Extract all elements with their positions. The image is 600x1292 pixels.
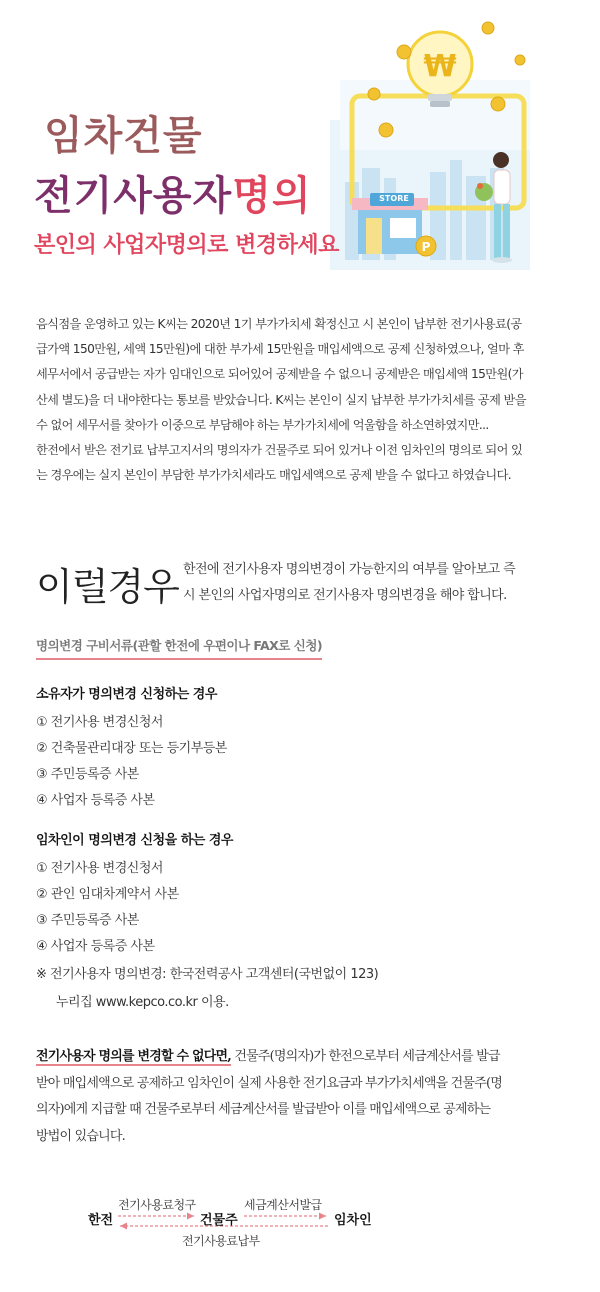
owner-doc-item: ① 전기사용 변경신청서: [36, 715, 163, 730]
hero-title-line2: [34, 164, 311, 221]
intro-line: 세무서에서 공급받는 자가 임대인으로 되어있어 공제받을 수 없으니 공제받은 매입세액 15만원(가: [36, 367, 523, 382]
hero-title-line1: 임차건물: [44, 113, 203, 159]
website-note: 누리집 www.kepco.co.kr 이용.: [56, 995, 229, 1010]
case-line1: 한전에 전기사용자 명의변경이 가능한지의 여부를 알아보고 즉: [183, 562, 516, 577]
flow-node-owner: 건물주: [200, 1213, 238, 1228]
owner-section-title: 소유자가 명의변경 신청하는 경우: [36, 687, 217, 702]
hero-banner: [0, 0, 600, 290]
svg-text:P: P: [421, 240, 431, 254]
closing-line1: [36, 1044, 568, 1071]
owner-doc-item: ② 건축물관리대장 또는 등기부등본: [36, 741, 227, 756]
closing-paragraph: [36, 1044, 568, 1150]
case-line2: 시 본인의 사업자명의로 전기사용자 명의변경을 해야 합니다.: [183, 588, 507, 603]
contact-note: ※ 전기사용자 명의변경: 한국전력공사 고객센터(국번없이 123): [36, 967, 379, 982]
tenant-section-title: 임차인이 명의변경 신청을 하는 경우: [36, 833, 233, 848]
intro-line: 한전에서 받은 전기료 납부고지서의 명의자가 건물주로 되어 있거나 이전 임차인의 명의로 되어 있: [36, 443, 523, 458]
tenant-doc-item: ③ 주민등록증 사본: [36, 913, 139, 928]
closing-line3: 의자)에게 지급할 때 건물주로부터 세금계산서를 발급받아 이를 매입세액으로 공제하는: [36, 1102, 491, 1117]
intro-line: 음식점을 운영하고 있는 K씨는 2020년 1기 부가가치세 확정신고 시 본인이 납부한 전기사용료(공: [36, 317, 522, 331]
owner-doc-item: ④ 사업자 등록증 사본: [36, 793, 155, 808]
flow-label-billing: 전기사용료청구: [118, 1198, 196, 1212]
closing-emphasis: 전기사용자 명의를 변경할 수 없다면,: [36, 1049, 231, 1064]
closing-line1-rest: 건물주(명의자)가 한전으로부터 세금계산서를 발급: [231, 1049, 500, 1064]
tenant-doc-item: ① 전기사용 변경신청서: [36, 861, 163, 876]
closing-line2: 받아 매입세액으로 공제하고 임차인이 실제 사용한 전기요금과 부가가치세액을 건물주(명: [36, 1075, 502, 1091]
intro-paragraph: [36, 312, 568, 488]
store-sign: STORE: [379, 194, 409, 203]
owner-doc-item: ③ 주민등록증 사본: [36, 767, 139, 782]
flow-node-kepco: 한전: [88, 1213, 114, 1228]
flow-label-payment: 전기사용료납부: [182, 1234, 260, 1248]
docs-title: 명의변경 구비서류(관할 한전에 우편이나 FAX로 신청): [36, 636, 322, 660]
tenant-doc-item: ② 관인 임대차계약서 사본: [36, 887, 179, 902]
svg-text:₩: ₩: [423, 49, 457, 84]
intro-line: 급가액 150만원, 세액 15만원)에 대한 부가세 15만원을 매입세액으로 공제 신청하였으나, 얼마 후: [36, 342, 524, 357]
hero-subtitle: 본인의 사업자명의로 변경하세요: [34, 233, 339, 258]
intro-line: 는 경우에는 실지 본인이 부담한 부가가치세라도 매입세액으로 공제 받을 수 없다고 하였습니다.: [36, 468, 512, 483]
intro-line: 산세 별도)을 더 내야한다는 통보를 받았습니다. K씨는 본인이 실지 납부한 부가가치세를 공제 받을: [36, 392, 526, 407]
tenant-doc-item: ④ 사업자 등록증 사본: [36, 939, 155, 954]
flow-label-invoice: 세금계산서발급: [244, 1198, 322, 1212]
closing-line4: 방법이 있습니다.: [36, 1128, 125, 1144]
hero-title-line2-part2: 명의: [232, 173, 312, 219]
intro-line: 수 없어 세무서를 찾아가 이중으로 부담해야 하는 부가가치세에 억울함을 하소연하였지만...: [36, 417, 489, 432]
case-description: [183, 557, 563, 609]
case-heading: 이럴경우: [36, 565, 179, 609]
hero-title-line2-part1: 전기사용자: [34, 173, 233, 219]
flow-node-tenant: 임차인: [334, 1213, 372, 1228]
